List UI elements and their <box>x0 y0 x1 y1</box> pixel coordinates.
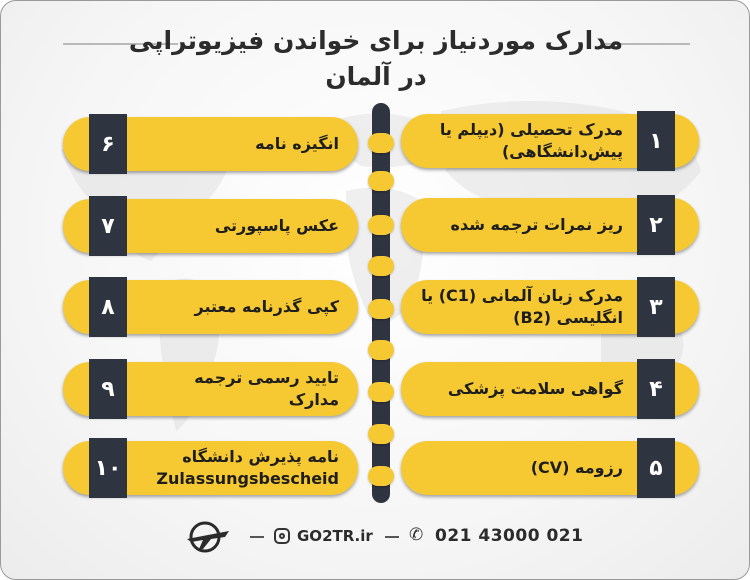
document-card-7 <box>63 199 358 253</box>
document-number: ۷ <box>89 196 127 256</box>
document-number: ۲ <box>637 195 675 255</box>
document-number: ۹ <box>89 359 127 419</box>
document-card-8 <box>63 280 358 334</box>
document-label: گواهی سلامت پزشکی <box>447 379 623 398</box>
timeline-dot <box>368 299 394 319</box>
document-label: کپی گذرنامه معتبر <box>194 297 339 316</box>
document-label: ریز نمرات ترجمه شده <box>450 215 623 234</box>
timeline-dot <box>368 256 394 276</box>
document-card-10 <box>63 441 358 495</box>
document-label: نامه پذیرش دانشگاه Zulassungsbescheid <box>156 447 339 488</box>
document-label: رزومه (CV) <box>530 458 623 477</box>
title-line-1: مدارک موردنیاز برای خواندن فیزیوتراپی <box>128 26 624 55</box>
logo-icon <box>181 519 233 555</box>
document-number: ۴ <box>637 359 675 419</box>
document-card-4 <box>401 362 699 416</box>
timeline-dot <box>368 133 394 153</box>
footer-divider <box>250 536 264 538</box>
document-card-3 <box>401 280 699 334</box>
document-card-6 <box>63 117 358 171</box>
phone-number[interactable]: 021 43000 021 <box>435 526 584 546</box>
page-title <box>1 23 750 95</box>
document-label: عکس پاسپورتی <box>214 216 339 235</box>
document-card-9 <box>63 362 358 416</box>
website-link[interactable]: GO2TR.ir <box>297 527 373 545</box>
document-number: ۱۰ <box>89 438 127 498</box>
timeline-dot <box>368 215 394 235</box>
document-number: ۸ <box>89 277 127 337</box>
document-card-2 <box>401 198 699 252</box>
document-label: مدرک تحصیلی (دیپلم یا پیش‌دانشگاهی) <box>439 120 623 161</box>
document-number: ۱ <box>637 111 675 171</box>
document-number: ۵ <box>637 438 675 498</box>
timeline-dot <box>368 424 394 444</box>
document-card-5 <box>401 441 699 495</box>
document-label: انگیزه نامه <box>255 134 339 153</box>
timeline-dot <box>368 171 394 191</box>
document-card-1 <box>401 114 699 168</box>
timeline-dot <box>368 340 394 360</box>
document-label: مدرک زبان آلمانی (C1) یا انگلیسی (B2) <box>421 286 623 327</box>
footer-divider <box>385 536 399 538</box>
phone-icon: ✆ <box>409 525 424 545</box>
timeline-dot <box>368 382 394 402</box>
title-line-2: در آلمان <box>325 62 427 91</box>
document-number: ۶ <box>89 114 127 174</box>
instagram-icon <box>274 528 290 544</box>
document-label: تایید رسمی ترجمه مدارک <box>194 368 339 409</box>
timeline-dot <box>368 466 394 486</box>
document-number: ۳ <box>637 277 675 337</box>
footer <box>1 519 750 555</box>
